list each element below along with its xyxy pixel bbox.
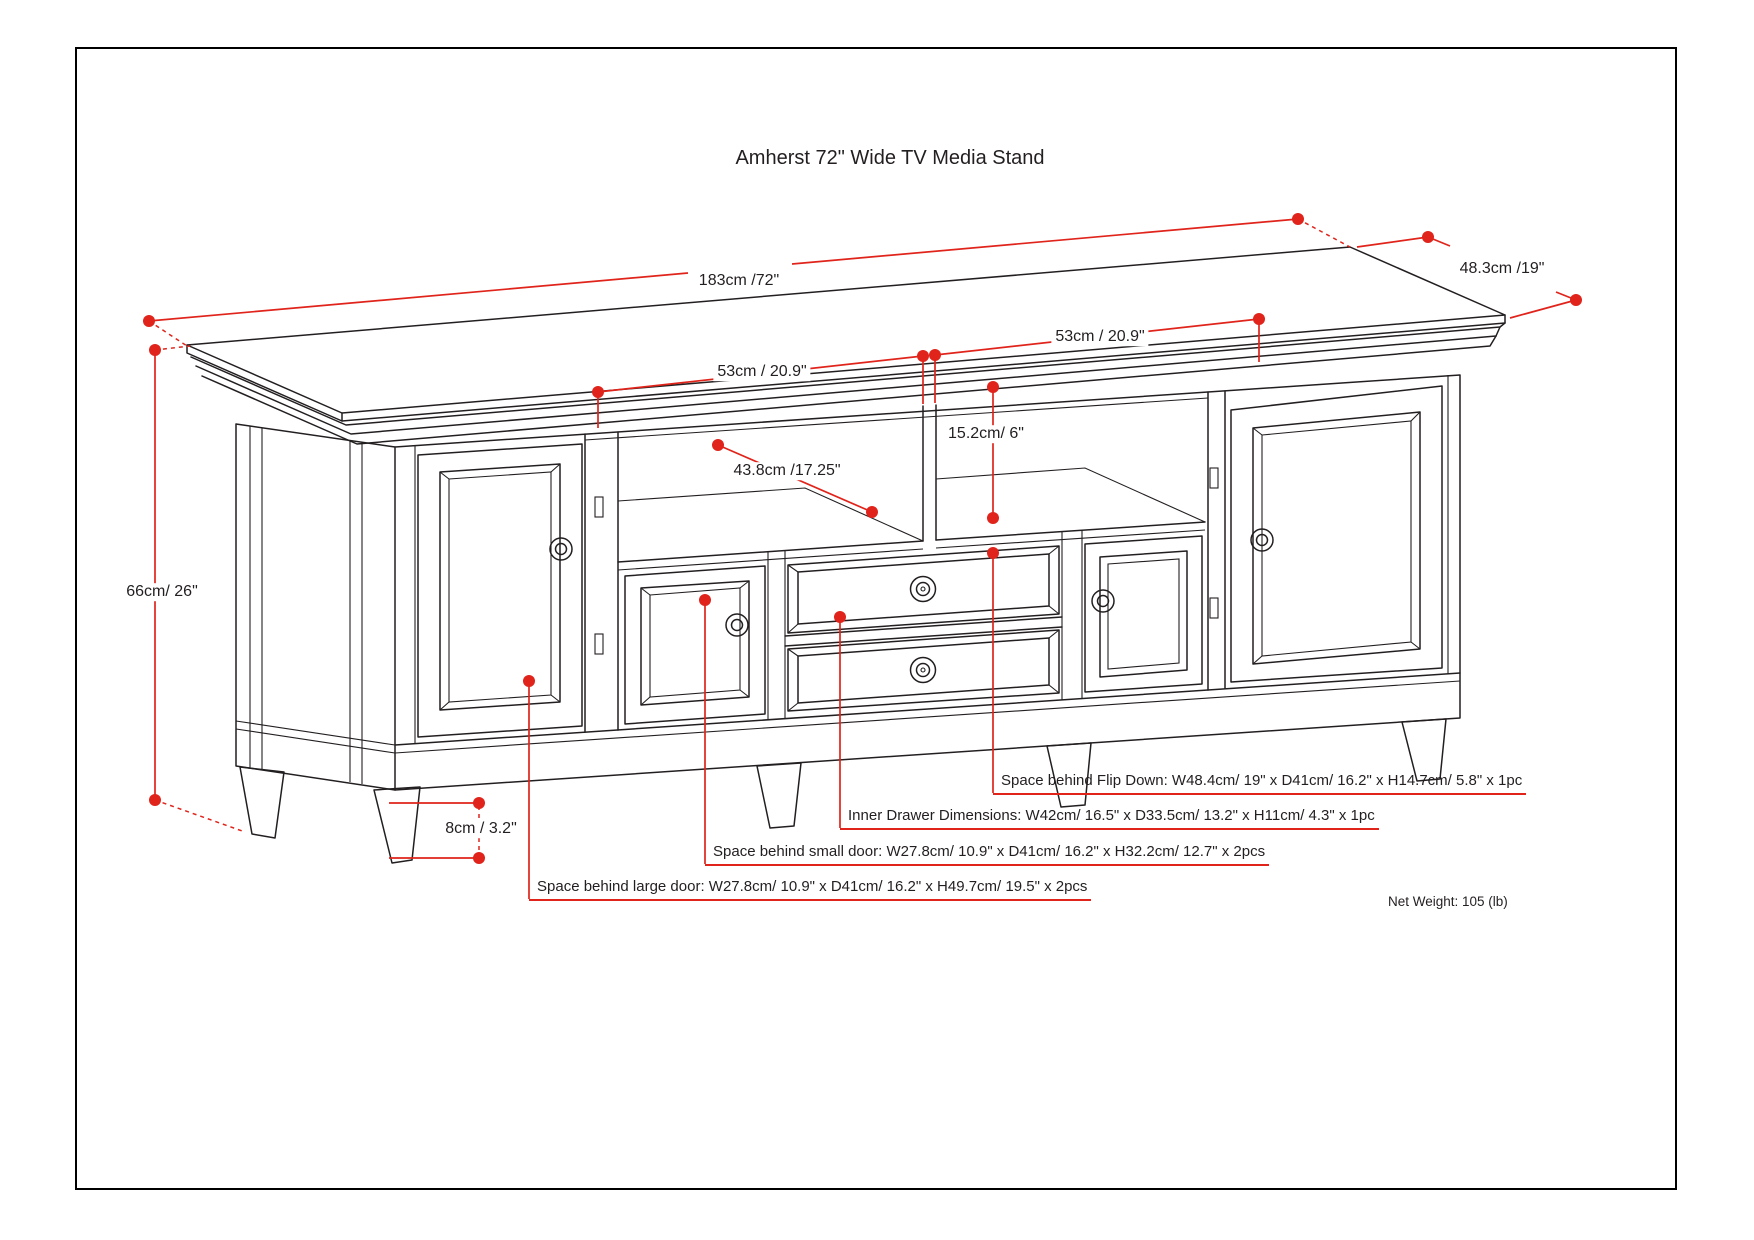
dim-label-leg-height: 8cm / 3.2" [441,820,520,838]
dim-label-overall-height: 66cm/ 26" [122,583,202,601]
dim-label-overall-depth: 48.3cm /19" [1456,260,1549,278]
dimension-dots [143,213,1582,864]
annotation-small-door: Space behind small door: W27.8cm/ 10.9" x D41cm/ 16.2" x H32.2cm/ 12.7" x 2pcs [705,843,1269,866]
dim-label-opening-depth: 43.8cm /17.25" [729,462,844,480]
small-door [625,566,765,724]
dimension-lines [149,219,1576,858]
tabletop [187,247,1505,444]
dim-label-overall-width: 183cm /72" [695,272,783,290]
dim-label-opening-height: 15.2cm/ 6" [944,425,1028,443]
cabinet-body [236,375,1460,790]
left-large-door [418,444,582,737]
right-small-door [1085,536,1202,692]
dim-label-left-opening-width: 53cm / 20.9" [713,363,810,381]
drawer-stack [785,546,1062,711]
net-weight-label: Net Weight: 105 (lb) [1388,894,1508,909]
annotation-inner-drawer: Inner Drawer Dimensions: W42cm/ 16.5" x D33.5cm/ 13.2" x H11cm/ 4.3" x 1pc [840,807,1379,830]
annotation-flip-down: Space behind Flip Down: W48.4cm/ 19" x D41cm/ 16.2" x H14.7cm/ 5.8" x 1pc [993,772,1526,795]
right-large-door [1231,386,1442,682]
page-title: Amherst 72" Wide TV Media Stand [735,147,1045,169]
annotation-large-door: Space behind large door: W27.8cm/ 10.9" x D41cm/ 16.2" x H49.7cm/ 19.5" x 2pcs [529,878,1091,901]
dim-label-right-opening-width: 53cm / 20.9" [1051,328,1148,346]
